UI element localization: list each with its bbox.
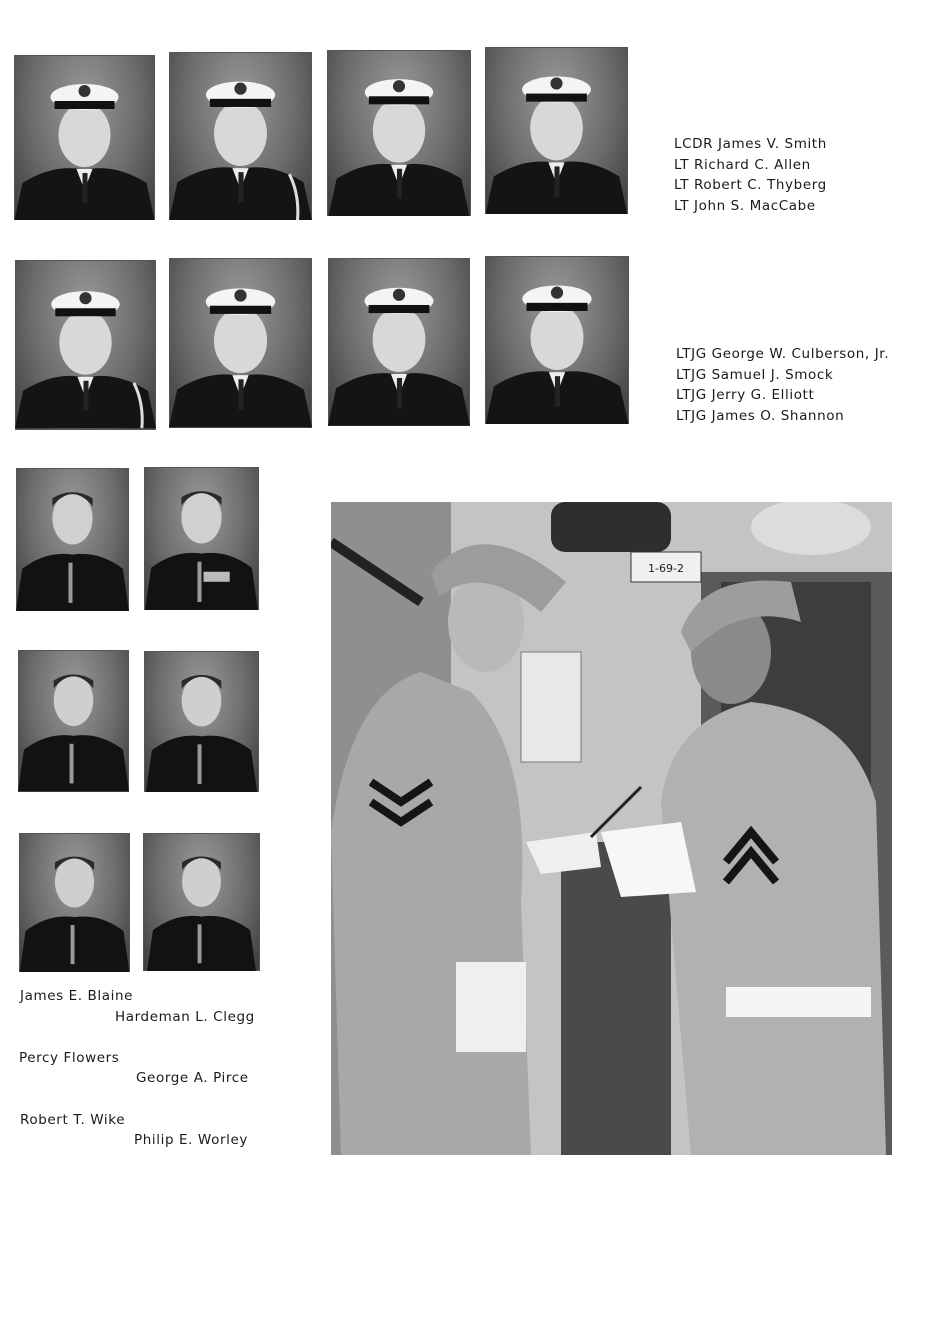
marine-portrait [16,468,129,611]
bulkhead-sign: 1-69-2 [648,562,684,575]
officer-names-row1 [674,134,827,216]
officer-names-row2 [676,344,889,426]
officer-name: LTJG James O. Shannon [676,407,845,424]
marine-portrait [144,651,259,792]
officer-portrait [169,52,312,220]
officer-name: LT Richard C. Allen [674,156,811,173]
marine-name: Percy Flowers [19,1050,120,1066]
marine-name: Philip E. Worley [134,1132,248,1148]
officer-portrait [169,258,312,428]
officer-portrait [328,258,470,426]
marine-name: George A. Pirce [136,1070,249,1086]
marine-name: James E. Blaine [20,988,134,1004]
officer-portrait [485,256,629,424]
officer-name: LTJG Jerry G. Elliott [676,387,815,403]
marine-portrait [19,833,130,972]
officer-name: LT Robert C. Thyberg [674,177,827,193]
marine-portrait [18,650,129,792]
officer-name: LTJG Samuel J. Smock [676,366,834,383]
officer-portrait [15,260,156,430]
marine-portrait [144,467,259,610]
officer-portrait [14,55,155,220]
marine-name: Robert T. Wike [20,1112,126,1128]
officer-name: LT John S. MacCabe [674,197,816,214]
marine-portrait [143,833,260,971]
marines-reading-photo [331,502,892,1155]
marine-name: Hardeman L. Clegg [115,1009,255,1025]
officer-portrait [327,50,471,216]
officer-name: LTJG George W. Culberson, Jr. [676,346,890,362]
officer-portrait [485,47,628,214]
officer-name: LCDR James V. Smith [674,136,827,152]
